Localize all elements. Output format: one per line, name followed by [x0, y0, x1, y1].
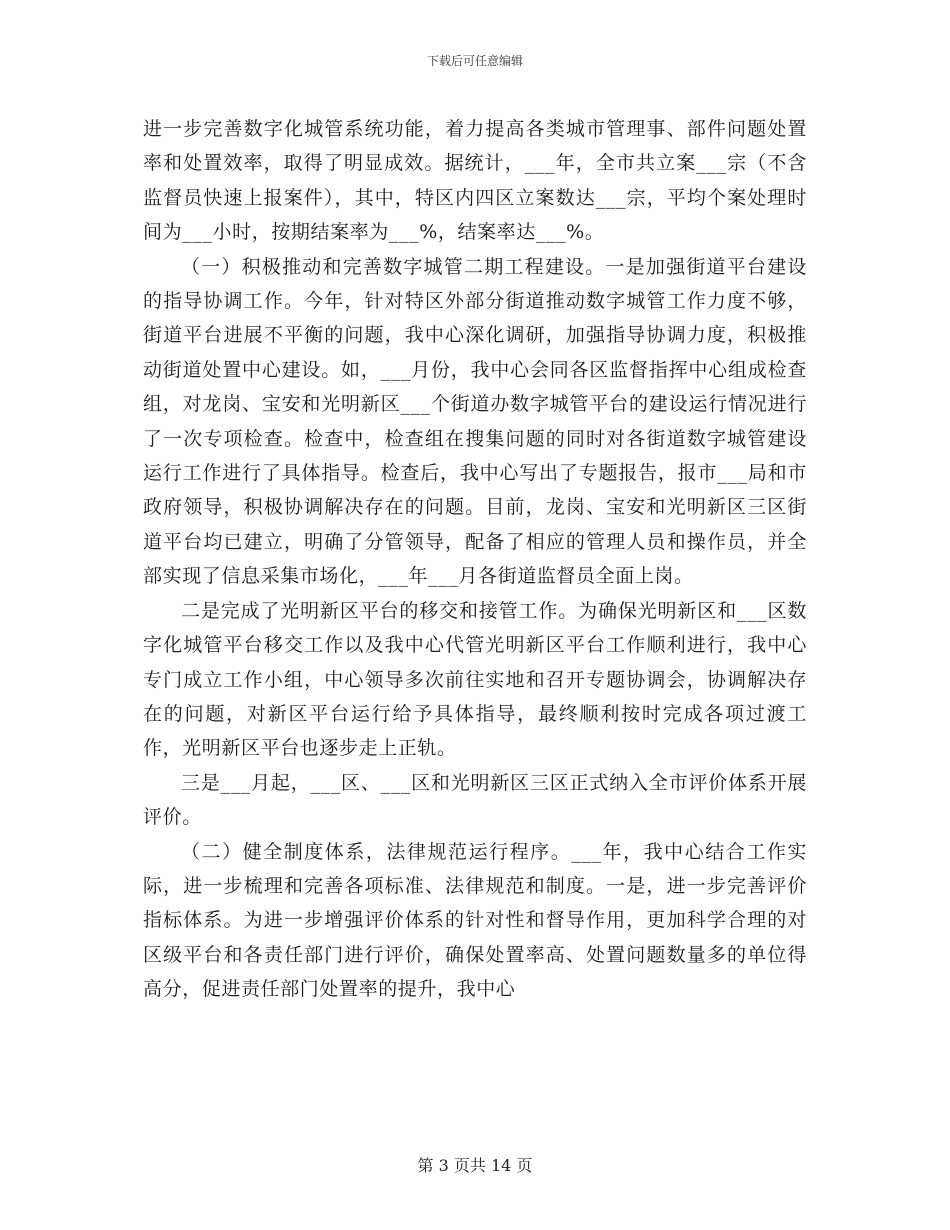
paragraph-3: 二是完成了光明新区平台的移交和接管工作。为确保光明新区和___区数字化城管平台移交工作以及我中心代管光明新区平台工作顺利进行，我中心专门成立工作小组，中心领导多次前往实地和召开专题协调会，协调解决存在的问题，对新区平台运行给予具体指导，最终顺利按时完成各项过渡工作，光明新区平台也逐步走上正轨。	[143, 599, 807, 760]
document-body	[143, 112, 807, 1007]
paragraph-4: 三是___月起，___区、___区和光明新区三区正式纳入全市评价体系开展评价。	[143, 771, 807, 829]
paragraph-2: （一）积极推动和完善数字城管二期工程建设。一是加强街道平台建设的指导协调工作。今年，针对特区外部分街道推动数字城管工作力度不够，街道平台进展不平衡的问题，我中心深化调研，加强指导协调力度，积极推动街道处置中心建设。如，___月份，我中心会同各区监督指挥中心组成检查组，对龙岗、宝安和光明新区___个街道办数字城管平台的建设运行情况进行了一次专项检查。检查中，检查组在搜集问题的同时对各街道数字城管建设运行工作进行了具体指导。检查后，我中心写出了专题报告，报市___局和市政府领导，积极协调解决存在的问题。目前，龙岗、宝安和光明新区三区街道平台均已建立，明确了分管领导，配备了相应的管理人员和操作员，并全部实现了信息采集市场化，___年___月各街道监督员全面上岗。	[143, 255, 807, 588]
paragraph-5: （二）健全制度体系，法律规范运行程序。___年，我中心结合工作实际，进一步梳理和完善各项标准、法律规范和制度。一是，进一步完善评价指标体系。为进一步增强评价体系的针对性和督导作用，更加科学合理的对区级平台和各责任部门进行评价，确保处置率高、处置问题数量多的单位得高分，促进责任部门处置率的提升，我中心	[143, 840, 807, 1001]
page-header-note: 下载后可任意编辑	[426, 54, 523, 68]
page-number-footer: 第 3 页共 14 页	[417, 1156, 533, 1175]
paragraph-1: 进一步完善数字化城管系统功能，着力提高各类城市管理事、部件问题处置率和处置效率，取得了明显成效。据统计，___年，全市共立案___宗（不含监督员快速上报案件），其中，特区内四区立案数达___宗，平均个案处理时间为___小时，按期结案率为___%，结案率达___%。	[143, 118, 807, 244]
